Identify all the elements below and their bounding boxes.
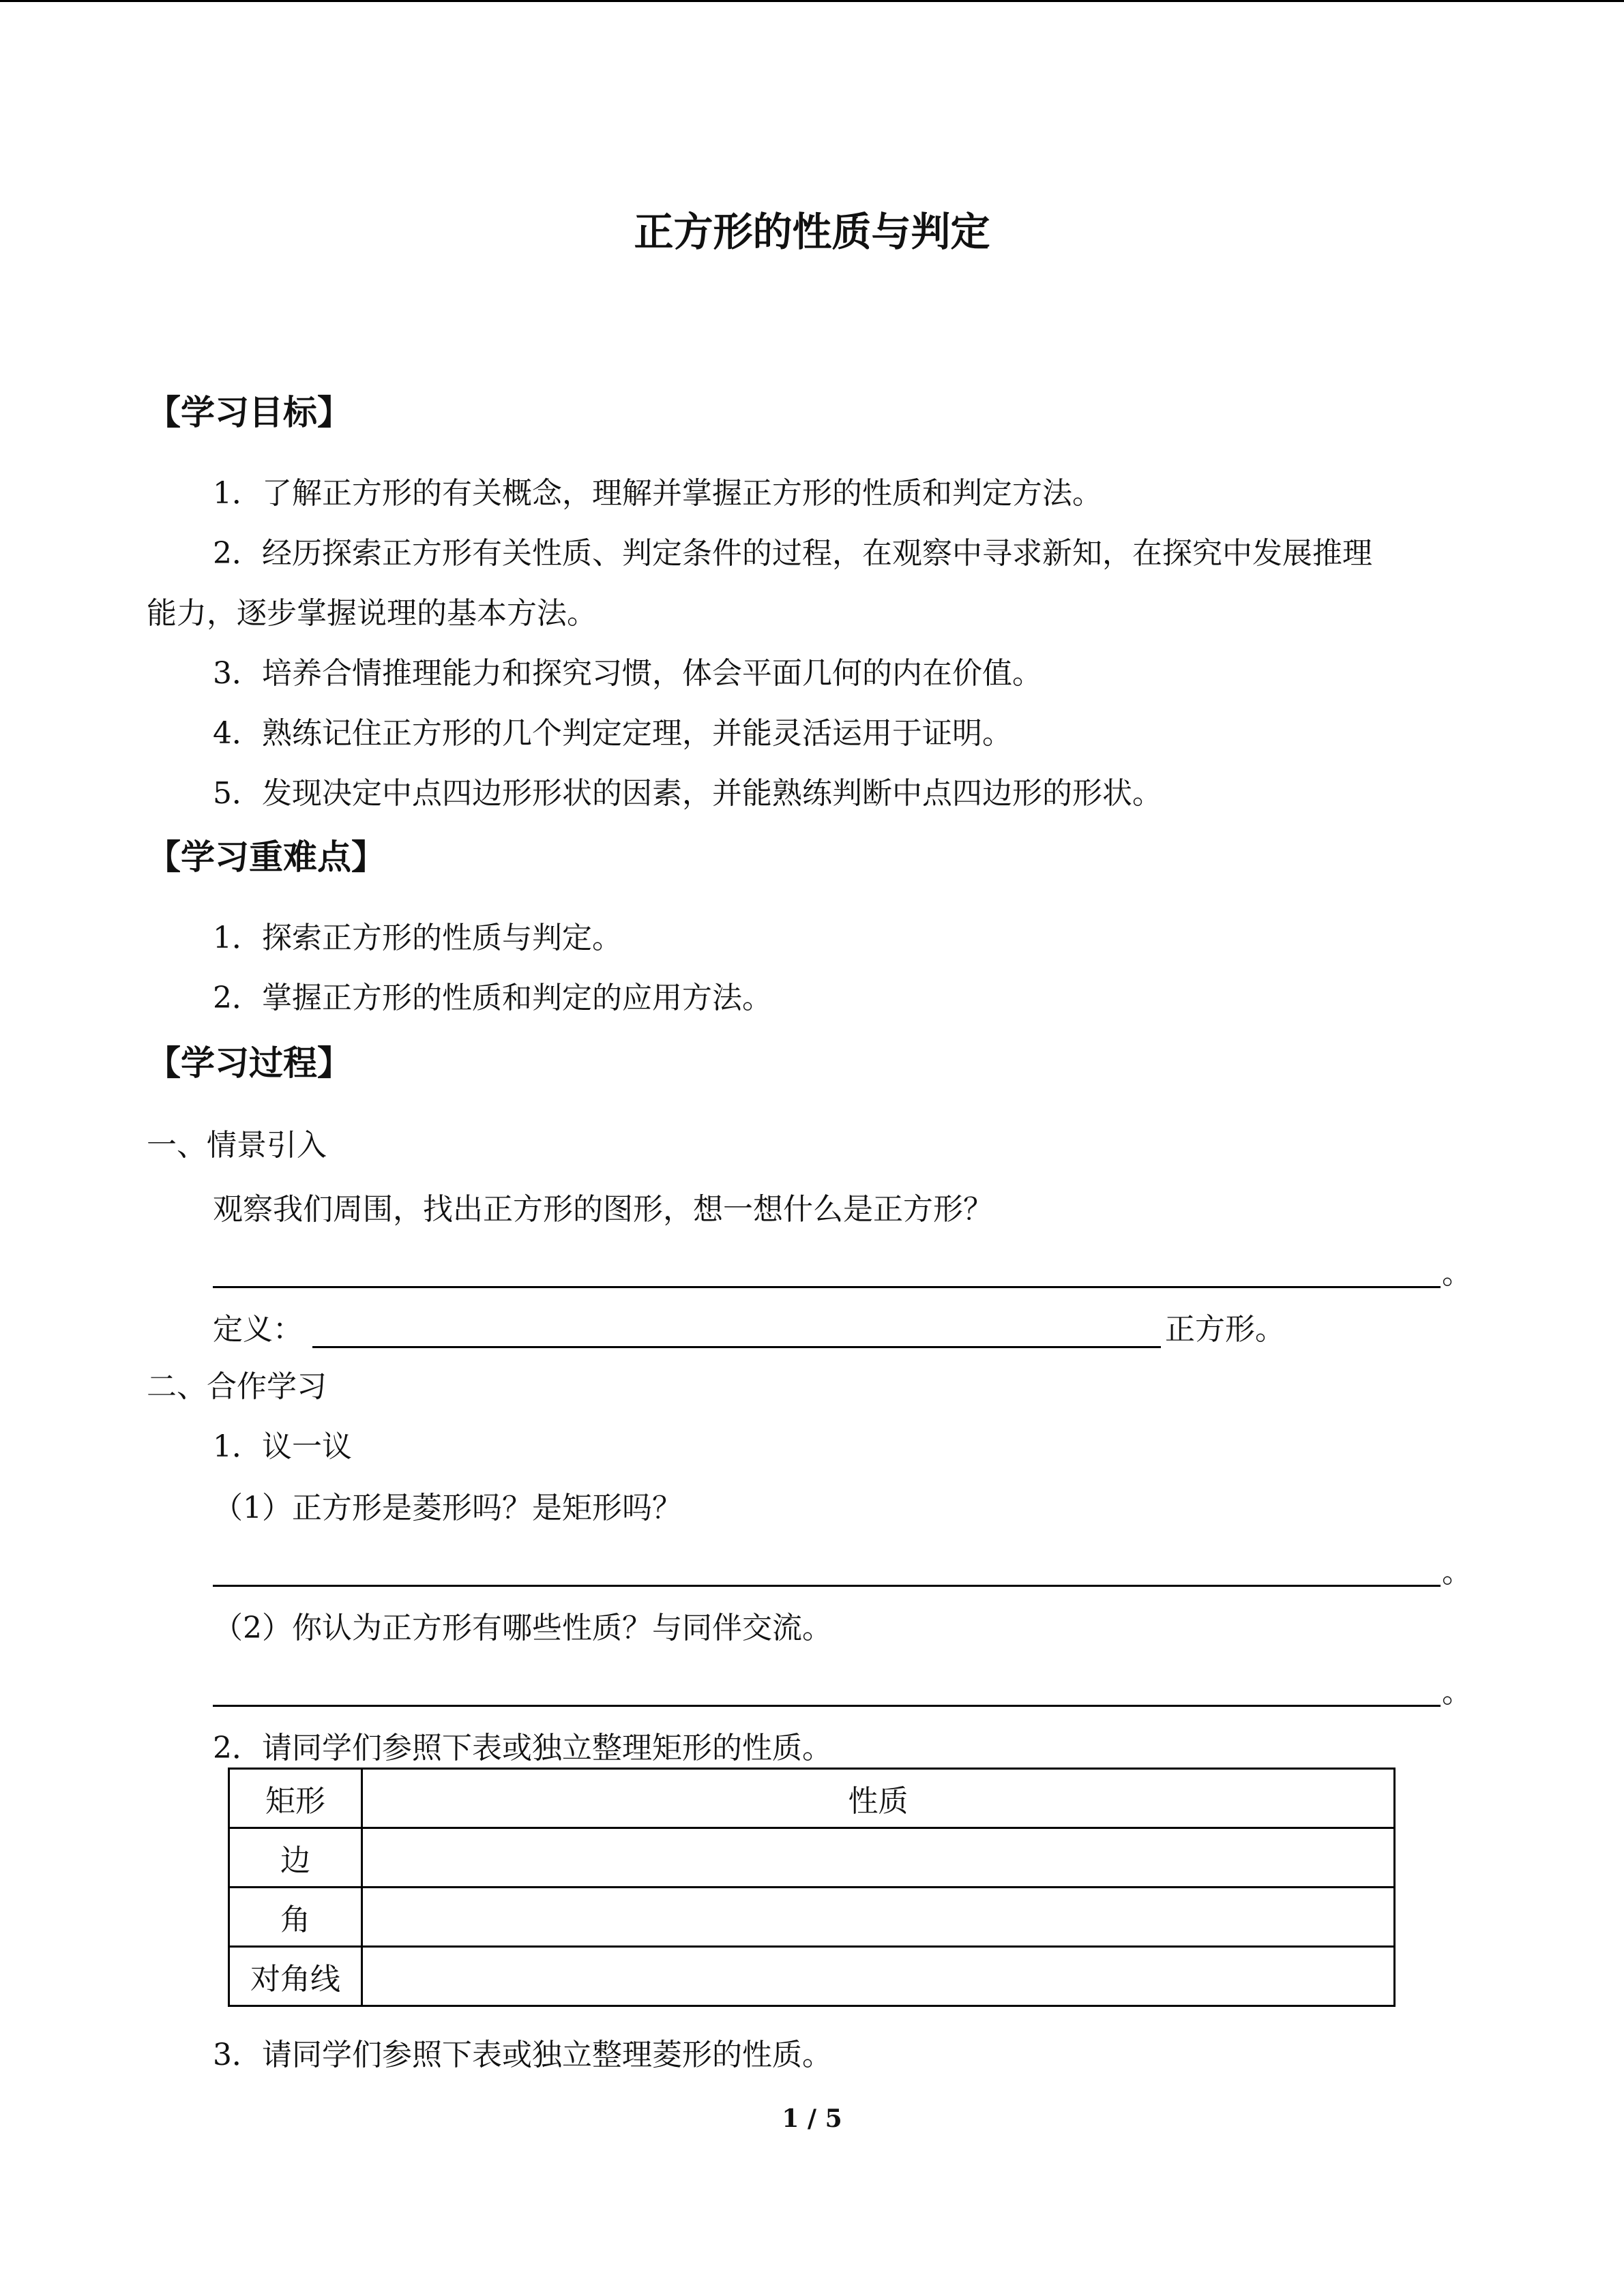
intro-question: 观察我们周围，找出正方形的图形，想一想什么是正方形？ <box>213 1192 993 1227</box>
period: 。 <box>1442 1675 1472 1710</box>
discuss-title: 1．议一议 <box>213 1429 352 1464</box>
table-row <box>229 1828 1395 1888</box>
table-header-property: 性质 <box>362 1769 1395 1828</box>
definition-label: 定义： <box>213 1312 303 1347</box>
difficulties-heading: 【学习重难点】 <box>147 837 385 877</box>
table-header-shape: 矩形 <box>229 1769 362 1828</box>
answer-blank-intro[interactable] <box>213 1286 1441 1288</box>
period: 。 <box>1442 1256 1472 1291</box>
goal-item: 5．发现决定中点四边形形状的因素，并能熟练判断中点四边形的形状。 <box>213 776 1162 811</box>
goal-item: 1．了解正方形的有关概念，理解并掌握正方形的性质和判定方法。 <box>213 476 1102 511</box>
difficulty-item: 1．探索正方形的性质与判定。 <box>213 921 622 955</box>
table-answer-cell[interactable] <box>362 1888 1395 1947</box>
answer-blank-q2[interactable] <box>213 1705 1441 1707</box>
period: 。 <box>1442 1555 1472 1590</box>
page-number: 1 / 5 <box>782 2104 842 2133</box>
table-row <box>229 1947 1395 2006</box>
table-answer-cell[interactable] <box>362 1947 1395 2006</box>
process-heading: 【学习过程】 <box>147 1043 351 1083</box>
answer-blank-definition[interactable] <box>312 1346 1161 1348</box>
goal-item: 3．培养合情推理能力和探究习惯，体会平面几何的内在价值。 <box>213 656 1042 691</box>
table-row-label: 对角线 <box>229 1947 362 2006</box>
section-title-intro: 一、情景引入 <box>147 1128 327 1163</box>
answer-blank-q1[interactable] <box>213 1585 1441 1587</box>
definition-suffix: 正方形。 <box>1165 1312 1285 1347</box>
discuss-question-2: （2）你认为正方形有哪些性质？与同伴交流。 <box>213 1611 832 1645</box>
difficulty-item: 2．掌握正方形的性质和判定的应用方法。 <box>213 981 772 1015</box>
table-row-label: 角 <box>229 1888 362 1947</box>
goal-item-continuation: 能力，逐步掌握说理的基本方法。 <box>147 596 597 631</box>
goal-item: 2．经历探索正方形有关性质、判定条件的过程，在观察中寻求新知，在探究中发展推理 <box>213 536 1372 571</box>
table-answer-cell[interactable] <box>362 1828 1395 1888</box>
task-2: 2．请同学们参照下表或独立整理矩形的性质。 <box>213 1731 832 1765</box>
goals-heading: 【学习目标】 <box>147 393 351 432</box>
page-top-border <box>0 0 1624 2</box>
page-title: 正方形的性质与判定 <box>634 209 990 255</box>
table-row <box>229 1888 1395 1947</box>
table-header-row <box>229 1769 1395 1828</box>
goal-item: 4．熟练记住正方形的几个判定定理，并能灵活运用于证明。 <box>213 716 1012 751</box>
section-title-cooperation: 二、合作学习 <box>147 1369 327 1404</box>
rectangle-properties-table <box>228 1768 1396 2007</box>
discuss-question-1: （1）正方形是菱形吗？是矩形吗？ <box>213 1491 682 1525</box>
table-row-label: 边 <box>229 1828 362 1888</box>
task-3: 3．请同学们参照下表或独立整理菱形的性质。 <box>213 2038 832 2072</box>
